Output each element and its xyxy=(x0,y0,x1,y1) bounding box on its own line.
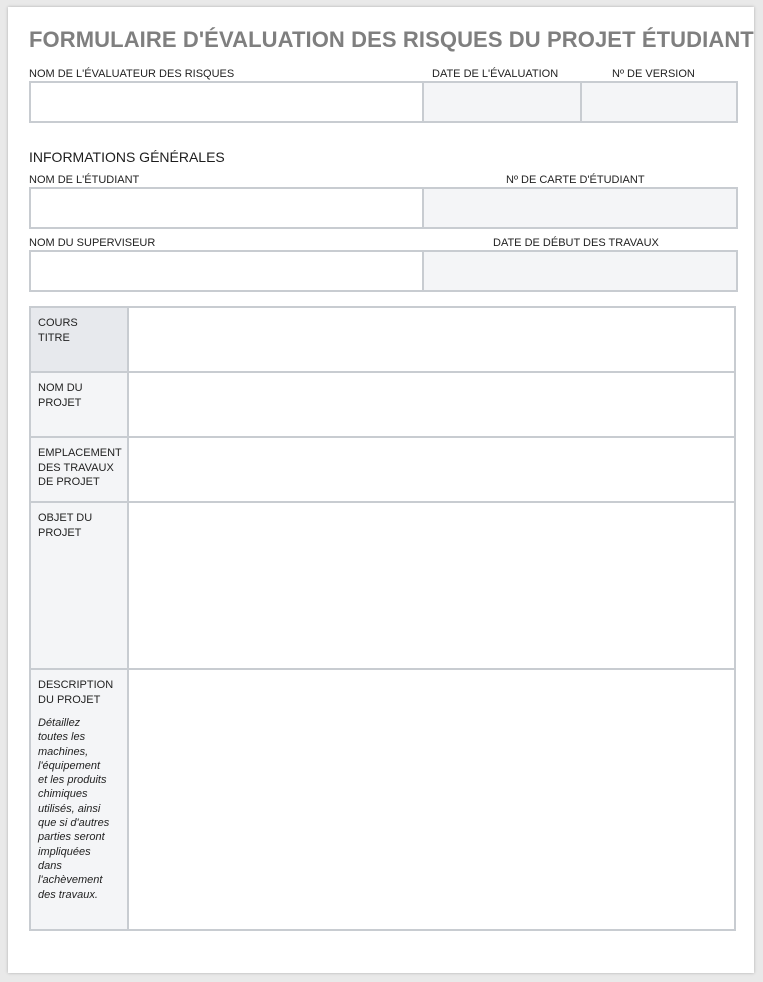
student-name-field[interactable] xyxy=(31,189,422,227)
project-purpose-field[interactable] xyxy=(129,503,734,668)
supervisor-name-field[interactable] xyxy=(31,252,422,290)
course-title-row xyxy=(31,308,734,371)
project-purpose-label: OBJET DU PROJET xyxy=(31,503,129,668)
work-location-row xyxy=(31,438,734,501)
project-details-table xyxy=(29,306,736,931)
student-name-label: NOM DE L'ÉTUDIANT xyxy=(29,174,140,186)
work-location-label: EMPLACEMENT DES TRAVAUX DE PROJET xyxy=(31,438,129,501)
supervisor-name-label: NOM DU SUPERVISEUR xyxy=(29,237,156,249)
project-purpose-row xyxy=(31,503,734,668)
supervisor-fields-row xyxy=(29,250,738,292)
project-name-row xyxy=(31,373,734,436)
course-title-label: COURS TITRE xyxy=(31,308,129,371)
version-number-field[interactable] xyxy=(580,83,736,121)
project-description-label: DESCRIPTION DU PROJET Détaillez toutes les machines, l'équipement et les produits chimiques utilisés, ainsi que si d'autres parties seront impliquées dans l'achèvement des travaux. xyxy=(31,670,129,929)
work-start-date-field[interactable] xyxy=(422,252,736,290)
work-location-field[interactable] xyxy=(129,438,734,501)
header-fields-row xyxy=(29,81,738,123)
work-start-date-label: DATE DE DÉBUT DES TRAVAUX xyxy=(493,237,659,249)
student-card-label: Nº DE CARTE D'ÉTUDIANT xyxy=(506,174,645,186)
general-info-heading: INFORMATIONS GÉNÉRALES xyxy=(29,149,225,165)
assessment-date-label: DATE DE L'ÉVALUATION xyxy=(432,68,559,80)
assessment-date-field[interactable] xyxy=(422,83,580,121)
project-description-field[interactable] xyxy=(129,670,734,929)
course-title-field[interactable] xyxy=(129,308,734,371)
description-instructions: Détaillez toutes les machines, l'équipement et les produits chimiques utilisés, ainsi que si d'autres parties seront impliquées dans l'achèvement des travaux. xyxy=(38,717,110,901)
student-card-field[interactable] xyxy=(422,189,736,227)
form-title: FORMULAIRE D'ÉVALUATION DES RISQUES DU PROJET ÉTUDIANT xyxy=(29,27,754,52)
student-fields-row xyxy=(29,187,738,229)
assessor-name-field[interactable] xyxy=(31,83,422,121)
form-page xyxy=(8,7,754,973)
project-name-field[interactable] xyxy=(129,373,734,436)
project-description-row xyxy=(31,670,734,929)
assessor-name-label: NOM DE L'ÉVALUATEUR DES RISQUES xyxy=(29,68,235,80)
project-name-label: NOM DU PROJET xyxy=(31,373,129,436)
version-number-label: Nº DE VERSION xyxy=(612,68,695,80)
